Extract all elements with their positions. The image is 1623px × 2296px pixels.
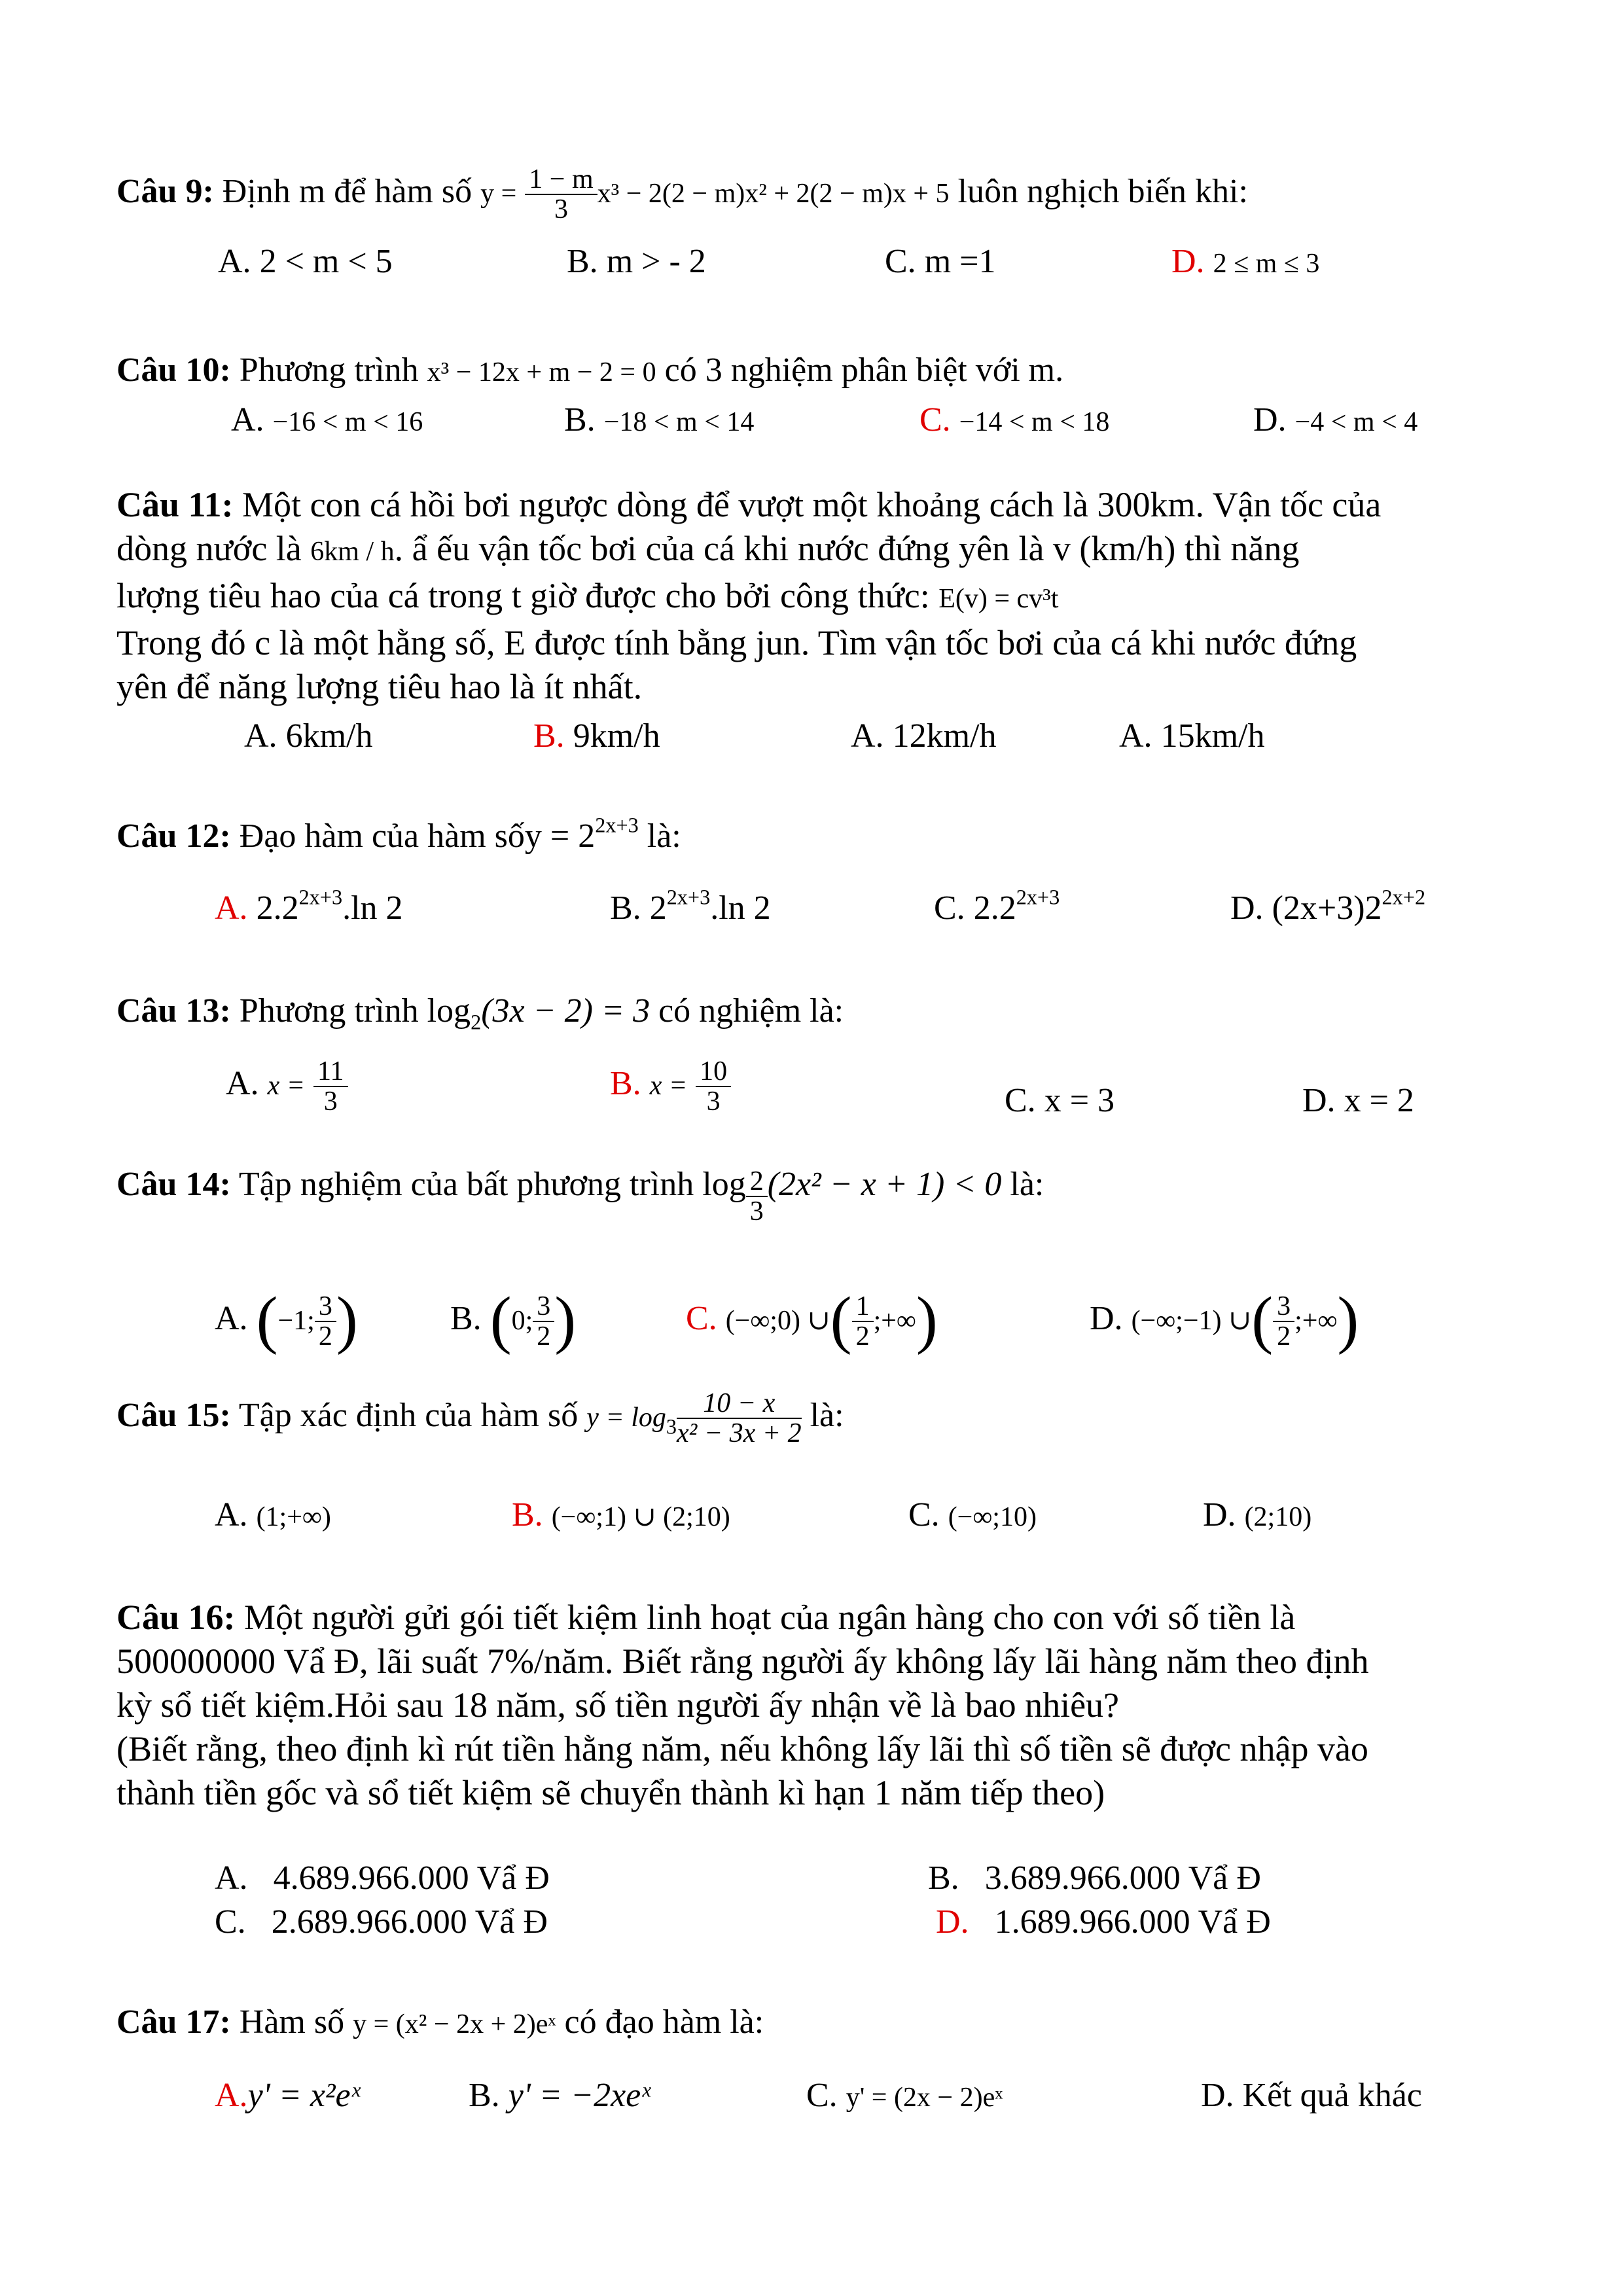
option-a[interactable]: A. 6km/h (244, 717, 373, 755)
math: $y = \log_3$ $\frac{10 - x}{\text{x² − 3x + 2}}$ (586, 1388, 802, 1449)
option-c[interactable]: A. 12km/h (851, 717, 997, 755)
math: x³ − 2(2 − m)x² + 2(2 − m)x + 5 (597, 179, 950, 209)
math: x³ − 12x + m − 2 = 0 (427, 357, 656, 387)
math: $\log_2(3x - 2) = 3$ (427, 992, 651, 1034)
question-number: Câu 9: (116, 173, 214, 211)
option-a[interactable]: A. $2.2^{2x+3}.\ln$ 2 (215, 885, 403, 927)
option-c[interactable]: C. (−∞;10) (908, 1496, 1037, 1534)
question-16: Câu 16: Một người gửi gói tiết kiệm linh hoạt của ngân hàng cho con với số tiền là 500000000 Vẩ Đ, lãi suất 7%/năm. Biết rằng người ấy không lấy lãi hàng năm theo định kỳ sổ tiết kiệm.Hỏi sau 18 năm, số tiền người ấy nhận về là bao nhiêu? (Biết rằng, theo định kì rút tiền hằng năm, nếu không lấy lãi thì số tiền sẽ được nhập vào thành tiền gốc và sổ tiết kiệm sẽ chuyển thành kì hạn 1 năm tiếp theo) (116, 1598, 1369, 1812)
question-9 (116, 165, 1248, 224)
option-d[interactable]: D. −4 < m < 4 (1253, 401, 1418, 439)
option-b[interactable]: B. x = $\frac{10}{3}$ (610, 1057, 731, 1116)
option-b[interactable]: B. 9km/h (533, 717, 660, 755)
option-c[interactable]: C. m =1 (885, 243, 996, 280)
option-d[interactable]: D. 2 ≤ m ≤ 3 (1171, 243, 1320, 280)
option-b[interactable]: B. m > - 2 (567, 243, 706, 280)
option-b[interactable]: B. $2^{2x+3}.\ln$ 2 (610, 885, 771, 927)
math: y = (480, 179, 517, 209)
question-10 (116, 351, 1063, 389)
option-d[interactable]: D. Kết quả khác (1201, 2077, 1422, 2114)
option-c[interactable]: C. 2.689.966.000 Vẩ Đ (215, 1903, 548, 1941)
question-number: Câu 10: (116, 351, 231, 389)
option-b[interactable]: B. (−∞;1) ∪ (2;10) (512, 1496, 730, 1534)
question-text: Phương trình (239, 351, 419, 389)
option-d[interactable]: D. $(2x+3)2^{2x+2}$ (1230, 885, 1426, 927)
question-text: Định m để hàm số (222, 173, 473, 211)
option-d[interactable]: A. 15km/h (1119, 717, 1265, 755)
option-c[interactable]: C. y' = (2x − 2)eˣ (806, 2077, 1003, 2114)
math: y = (x² − 2x + 2)eˣ (353, 2009, 556, 2039)
option-c[interactable]: C. x = 3 (1005, 1082, 1115, 1119)
option-d[interactable]: D. 1.689.966.000 Vẩ Đ (936, 1903, 1271, 1941)
option-c[interactable]: C. −14 < m < 18 (919, 401, 1110, 439)
option-a[interactable]: A. x = $\frac{11}{3}$ (226, 1057, 348, 1116)
option-b[interactable]: B. y' = −2xeˣ (469, 2077, 651, 2114)
fraction: $\frac{1 - m}{3}$ (525, 165, 597, 224)
option-d[interactable]: D. (2;10) (1203, 1496, 1312, 1534)
option-a[interactable]: A. 4.689.966.000 Vẩ Đ (215, 1859, 550, 1897)
option-a[interactable]: A. (1;+∞) (215, 1496, 331, 1534)
question-14: Câu 14: Tập nghiệm của bất phương trình log $\frac{2}{3}$ (2x² − x + 1) < 0 là: (116, 1166, 1044, 1227)
question-15: Câu 15: Tập xác định của hàm số $y = \log_3$ $\frac{10 - x}{\text{x² − 3x + 2}}$ là: (116, 1388, 844, 1449)
question-12: Câu 12: Đạo hàm của hàm sốy = $2^{2x+3}$ là: (116, 813, 681, 855)
option-b[interactable]: B. −18 < m < 14 (564, 401, 755, 439)
option-d[interactable]: D. x = 2 (1302, 1082, 1414, 1119)
question-11: Câu 11: Một con cá hồi bơi ngược dòng để vượt một khoảng cách là 300km. Vận tốc của dòng nước là 6km / h. ẩ ếu vận tốc bơi của cá khi nước đứng yên là v (km/h) thì năng lượng tiêu hao của cá trong t giờ được cho bởi công thức: E(v) = cv³t Trong đó c là một hằng số, E được tính bằng jun. Tìm vận tốc bơi của cá khi nước đứng yên để năng lượng tiêu hao là ít nhất. (116, 485, 1382, 706)
option-b[interactable]: B. (0; $\frac{3}{2}$ ) (450, 1284, 577, 1355)
option-a[interactable]: A. (−1; $\frac{3}{2}$ ) (215, 1284, 358, 1355)
question-17: Câu 17: Hàm số y = (x² − 2x + 2)eˣ có đạo hàm là: (116, 2003, 764, 2041)
option-c[interactable]: C. (−∞;0) ∪( $\frac{1}{2}$ ;+∞) (686, 1284, 938, 1355)
question-13: Câu 13: Phương trình $\log_2(3x - 2) = 3$ có nghiệm là: (116, 992, 844, 1034)
option-b[interactable]: B. 3.689.966.000 Vẩ Đ (928, 1859, 1261, 1897)
option-d[interactable]: D. (−∞;−1) ∪( $\frac{3}{2}$ ;+∞) (1090, 1284, 1359, 1355)
math: y = 2 (524, 817, 596, 855)
option-a[interactable]: A. −16 < m < 16 (231, 401, 423, 439)
option-a[interactable]: A.y' = x²eˣ (215, 2077, 361, 2114)
option-a[interactable]: A. 2 < m < 5 (218, 243, 393, 280)
question-text: luôn nghịch biến khi: (957, 173, 1248, 211)
math: log $\frac{2}{3}$ (2x² − x + 1) < 0 (702, 1166, 1002, 1227)
option-c[interactable]: C. $2.2^{2x+3}$ (934, 885, 1060, 927)
question-text: có 3 nghiệm phân biệt với m. (664, 351, 1064, 389)
